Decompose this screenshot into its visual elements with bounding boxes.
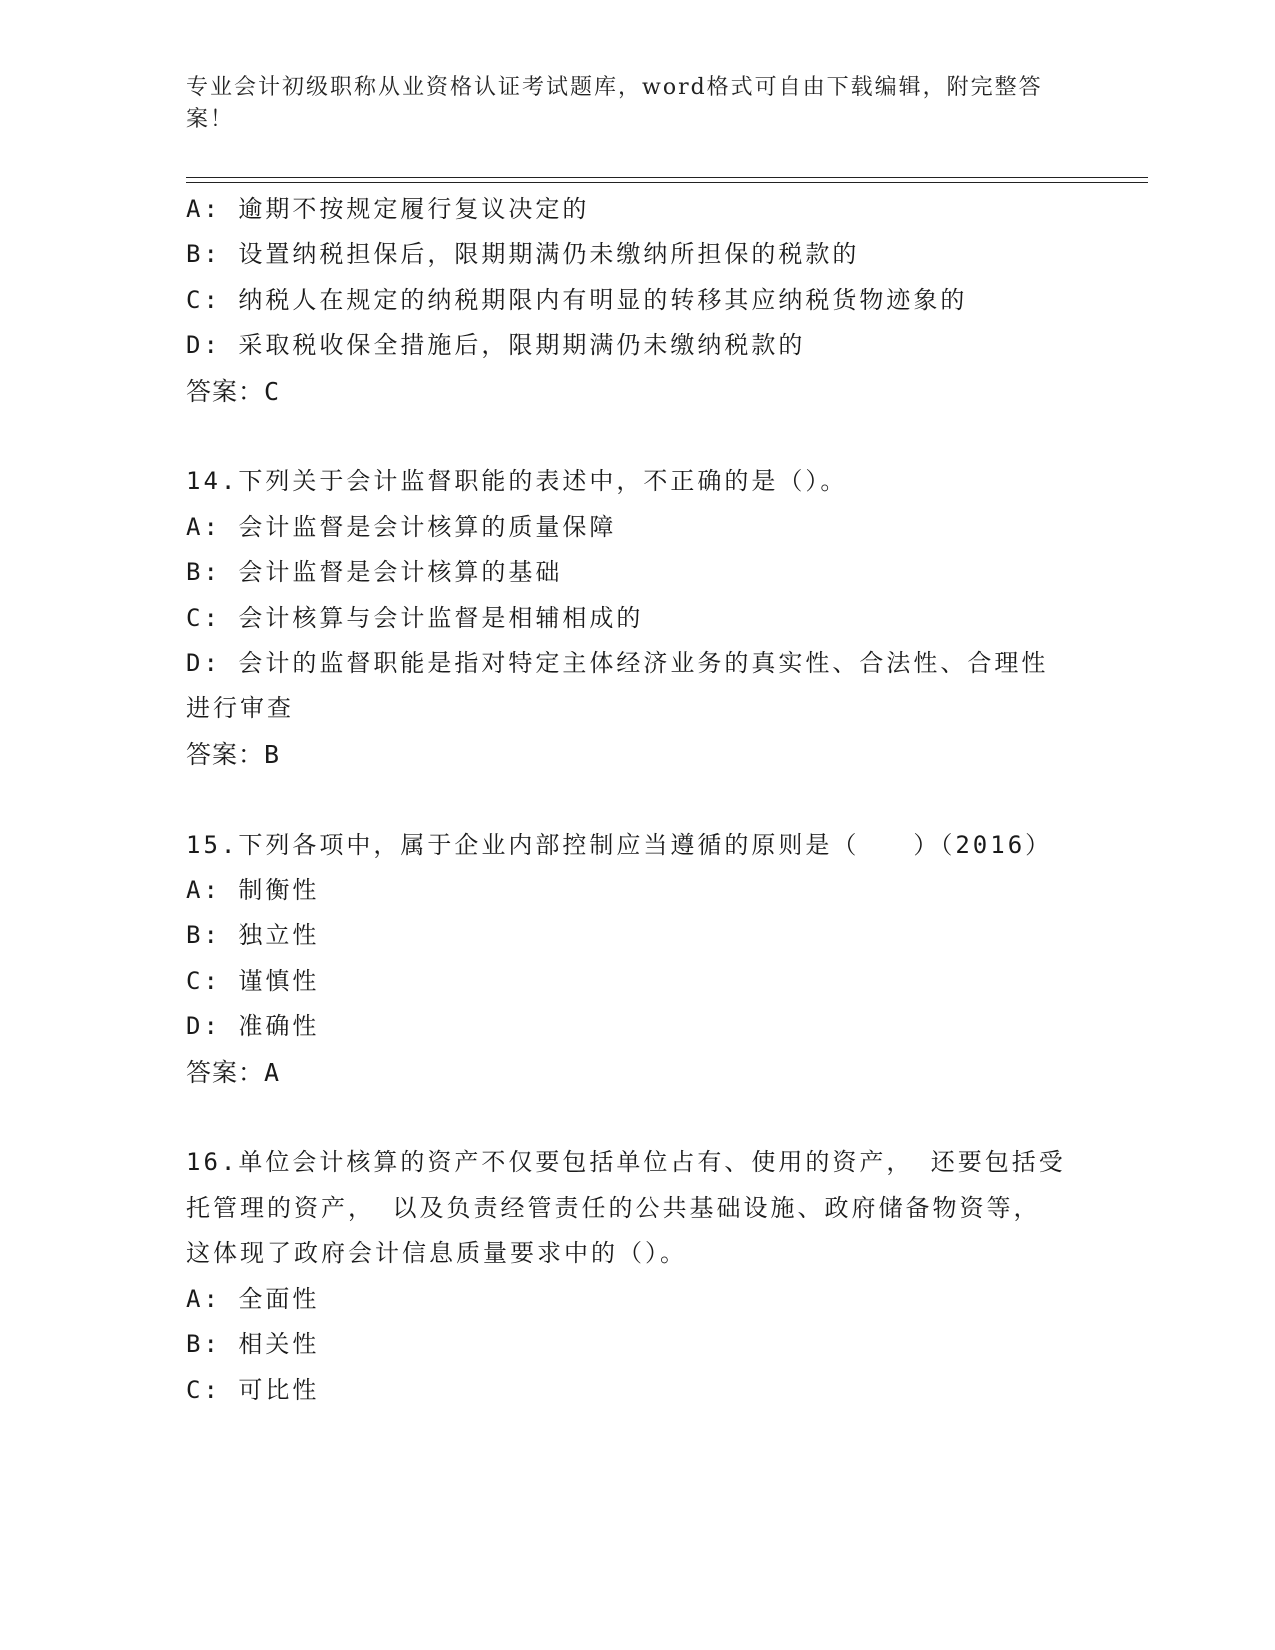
answer-value: A [264,1057,281,1087]
answer-label: 答案： [186,1057,265,1087]
spacer [186,414,1066,459]
answer-line [186,732,1066,777]
question-15 [186,823,1066,1095]
answer-value: B [264,739,281,769]
question-content [186,187,1066,1413]
question-stem: 15.下列各项中，属于企业内部控制应当遵循的原则是（ ）（2016） [186,830,1053,859]
answer-line [186,1050,1066,1095]
option-c: C: 可比性 [186,1375,320,1404]
option-c: C: 谨慎性 [186,966,320,995]
option-c: C: 会计核算与会计监督是相辅相成的 [186,603,644,632]
spacer [186,1095,1066,1140]
option-b: B: 独立性 [186,921,320,950]
document-header: 专业会计初级职称从业资格认证考试题库，word格式可自由下载编辑，附完整答案！ [186,75,1043,132]
answer-line [186,369,1066,414]
header-rule-top [186,177,1148,178]
option-d: D: 会计的监督职能是指对特定主体经济业务的真实性、合法性、合理性进行审查 [186,649,1049,723]
option-b: B: 相关性 [186,1330,320,1359]
question-14 [186,459,1066,777]
option-a: A: 制衡性 [186,876,320,905]
question-16 [186,1140,1066,1412]
option-b: B: 设置纳税担保后，限期期满仍未缴纳所担保的税款的 [186,240,860,269]
option-d: D: 准确性 [186,1012,320,1041]
option-a: A: 全面性 [186,1284,320,1313]
answer-value: C [264,376,281,406]
option-b: B: 会计监督是会计核算的基础 [186,558,563,587]
question-stem: 16.单位会计核算的资产不仅要包括单位占有、使用的资产， 还要包括受托管理的资产， 以及负责经管责任的公共基础设施、政府储备物资等， 这体现了政府会计信息质量要求中的（）。 [186,1148,1066,1268]
answer-label: 答案： [186,376,265,406]
answer-label: 答案： [186,739,265,769]
question-prev [186,187,1066,414]
question-stem: 14.下列关于会计监督职能的表述中，不正确的是（）。 [186,467,848,496]
option-a: A: 逾期不按规定履行复议决定的 [186,195,590,223]
header-rule-bottom [186,182,1148,183]
spacer [186,777,1066,822]
option-d: D: 采取税收保全措施后，限期期满仍未缴纳税款的 [186,331,806,360]
option-a: A: 会计监督是会计核算的质量保障 [186,512,617,541]
option-c: C: 纳税人在规定的纳税期限内有明显的转移其应纳税货物迹象的 [186,285,968,314]
